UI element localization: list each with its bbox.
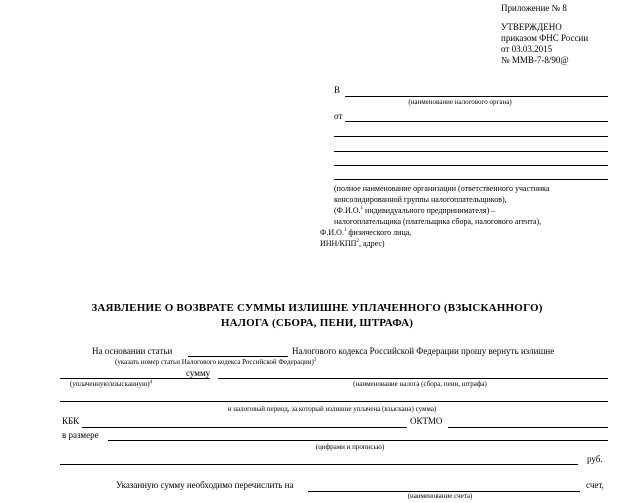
paid-caption [70,380,152,389]
account-word: счет, [586,480,604,490]
paid-caption-text: (уплаченную/взысканную) [70,380,150,388]
approved-label: УТВЕРЖДЕНО [501,22,562,32]
address-label: , адрес) [358,239,385,248]
order-date: от 03.03.2015 [501,44,553,54]
applicant-caption-5 [320,228,411,238]
tax-authority-line[interactable] [345,96,608,97]
applicant-line-2[interactable] [334,136,608,137]
footnote-sup-4: 4 [149,380,153,385]
to-label: В [334,85,341,95]
transfer-text: Указанную сумму необходимо перечислить на [116,480,294,490]
kbk-label: КБК [62,416,80,426]
oktmo-label: ОКТМО [410,416,443,426]
inn-kpp-label: ИНН/КПП [320,239,357,248]
applicant-caption-3 [334,206,495,216]
currency-label: руб. [587,454,603,464]
ip-text: индивидуального предпринимателя) – [365,206,496,215]
article-number-line[interactable] [188,356,288,357]
amount-words-line[interactable] [60,464,578,465]
tax-name-line[interactable] [218,378,608,379]
applicant-line-5[interactable] [334,179,608,180]
account-caption: (наименование счета) [407,492,473,500]
appendix-number: Приложение № 8 [501,3,567,13]
amount-label: в размере [62,430,99,440]
oktmo-line[interactable] [448,427,608,428]
basis-prefix: На основании статьи [92,346,173,356]
article-caption-text: (указать номер статьи Налогового кодекса Российской Федерации) [115,358,314,366]
fio-label: (Ф.И.О. [334,206,361,215]
kbk-line[interactable] [82,427,407,428]
basis-suffix: Налогового кодекса Российской Федерации прошу вернуть излишне [292,346,555,356]
order-line: приказом ФНС России [501,33,589,43]
article-caption [115,358,316,367]
amount-caption: (цифрами и прописью) [315,443,385,451]
tax-period-line[interactable] [60,401,608,402]
tax-name-caption: (наименование налога (сбора, пени, штрафа) [353,380,487,388]
document-title-line-2: НАЛОГА (СБОРА, ПЕНИ, ШТРАФА) [220,317,414,329]
applicant-line-3[interactable] [334,151,608,152]
tax-period-caption: и налоговый период, за который излишне уплачена (взыскана) сумма) [227,405,437,413]
applicant-caption-4: налогоплательщика (плательщика сбора, налогового агента), [334,217,542,226]
footnote-sup-3: 3 [313,358,317,363]
footnote-sup-1: 1 [360,206,364,211]
applicant-line-1[interactable] [345,121,608,122]
document-title-line-1: ЗАЯВЛЕНИЕ О ВОЗВРАТЕ СУММЫ ИЗЛИШНЕ УПЛАЧЕННОГО (ВЗЫСКАННОГО) [91,302,543,314]
fio-label-2: Ф.И.О. [320,228,344,237]
footnote-sup-2: 2 [356,239,359,244]
applicant-line-4[interactable] [334,165,608,166]
tax-authority-caption: (наименование налогового органа) [408,98,512,106]
applicant-caption-6 [320,239,385,249]
from-label: от [334,111,343,121]
physical-person-text: физического лица, [348,228,412,237]
sum-word: сумму [186,368,211,378]
applicant-caption-1: (полное наименование организации (ответственного участника [334,184,550,193]
footnote-sup-1b: 1 [343,228,347,233]
applicant-caption-2: консолидированной группы налогоплательщиков), [334,195,507,204]
order-number: № ММВ-7-8/90@ [501,55,569,65]
paid-type-line[interactable] [60,378,210,379]
amount-line[interactable] [108,440,608,441]
